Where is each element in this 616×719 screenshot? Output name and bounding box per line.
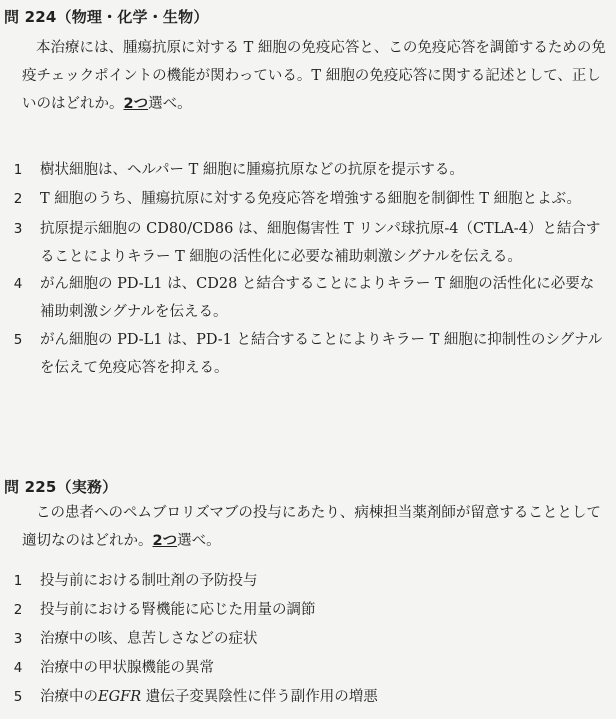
q225-choice-1-text: 投与前における制吐剤の予防投与 [40,573,258,589]
question-224-title: 問 224（物理・化学・生物） [4,8,209,26]
question-225-emphasis: 2つ [152,533,178,549]
question-224-stem-text: 本治療には、腫瘍抗原に対する T 細胞の免疫応答と、この免疫応答を調節するための免疫チェックポイントの機能が関わっている。T 細胞の免疫応答に関する記述として、正しいのはどれか。 [22,40,606,112]
q225-choice-5-pre: 治療中の [40,689,98,705]
q225-choice-2-text: 投与前における腎機能に応じた用量の調節 [40,602,316,618]
q225-choice-4 [13,654,608,682]
q224-choice-1 [13,156,608,184]
q224-choice-5-number: 5 [13,332,23,348]
q224-choice-2-text: T 細胞のうち、腫瘍抗原に対する免疫応答を増強する細胞を制御性 T 細胞とよぶ。 [40,191,581,207]
q224-choice-5 [13,326,608,382]
q224-choice-3 [13,215,608,271]
q224-choice-4-text: がん細胞の PD-L1 は、CD28 と結合することによりキラー T 細胞の活性化に必要な補助刺激シグナルを伝える。 [40,276,595,320]
question-225-stem-text: この患者へのペムブロリズマブの投与にあたり、病棟担当薬剤師が留意することとして適切なのはどれか。 [22,505,601,549]
q224-choice-3-number: 3 [13,221,23,237]
q224-choice-3-text: 抗原提示細胞の CD80/CD86 は、細胞傷害性 T リンパ球抗原-4（CTLA-4）と結合することによりキラー T 細胞の活性化に必要な補助刺激シグナルを伝える。 [40,221,601,265]
q225-choice-3-text: 治療中の咳、息苦しさなどの症状 [40,631,258,647]
q225-choice-5-post: 遺伝子変異陰性に伴う副作用の増悪 [141,689,378,705]
q225-choice-5-number: 5 [13,689,23,705]
q224-choice-1-text: 樹状細胞は、ヘルパー T 細胞に腫瘍抗原などの抗原を提示する。 [40,162,464,178]
q225-choice-3 [13,625,608,653]
question-224-emphasis: 2つ [123,96,149,112]
q224-choice-4-number: 4 [13,276,23,292]
q225-choice-1 [13,567,608,595]
q224-choice-2-number: 2 [13,191,23,207]
q225-choice-1-number: 1 [13,573,23,589]
q224-choice-4 [13,270,608,326]
q224-choice-5-text: がん細胞の PD-L1 は、PD-1 と結合することによりキラー T 細胞に抑制性のシグナルを伝えて免疫応答を抑える。 [40,332,603,376]
question-224-stem-end: 選べ。 [148,96,192,112]
q225-choice-4-text: 治療中の甲状腺機能の異常 [40,660,214,676]
q225-choice-3-number: 3 [13,631,23,647]
q225-choice-2 [13,596,608,624]
question-224-stem [22,34,608,118]
q224-choice-1-number: 1 [13,162,23,178]
q224-choice-2 [13,185,608,213]
question-225-stem-end: 選べ。 [177,533,221,549]
q225-choice-5-gene: EGFR [98,689,142,705]
q225-choice-2-number: 2 [13,602,23,618]
q225-choice-5 [13,683,608,711]
q225-choice-4-number: 4 [13,660,23,676]
question-225-stem [22,499,608,555]
question-225-title: 問 225（実務） [4,478,118,496]
